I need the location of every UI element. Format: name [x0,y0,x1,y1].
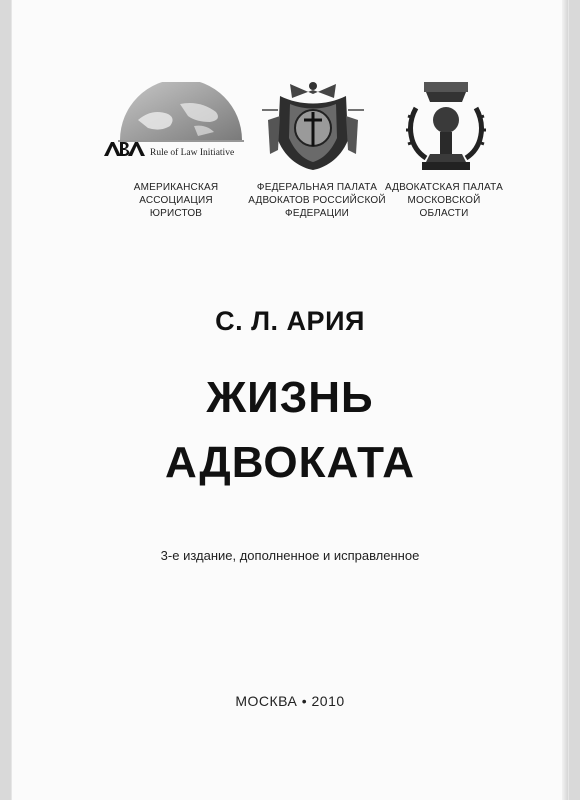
author-name: С. Л. АРИЯ [215,306,365,336]
caption-federal-chamber-of-lawyers: ФЕДЕРАЛЬНАЯ ПАЛАТА АДВОКАТОВ РОССИЙСКОЙ ФЕДЕРАЦИИ [248,182,386,219]
edition-note: 3-е издание, дополненное и исправленное [160,548,420,563]
book-title-line-1: ЖИЗНЬ [206,373,374,422]
imprint-city-year: МОСКВА • 2010 [235,693,345,709]
caption-moscow-region-bar-chamber: АДВОКАТСКАЯ ПАЛАТА МОСКОВСКОЙ ОБЛАСТИ [384,182,503,219]
caption-american-bar-association: АМЕРИКАНСКАЯ АССОЦИАЦИЯ ЮРИСТОВ [133,182,219,219]
book-title-line-2: АДВОКАТА [165,438,415,487]
federal-chamber-coat-of-arms-logo [260,80,366,172]
aba-logo-text: Rule of Law Initiative [150,148,235,158]
title-page [12,0,568,800]
aba-rule-of-law-globe-logo [98,82,244,160]
moscow-region-chamber-emblem-logo [400,78,492,174]
